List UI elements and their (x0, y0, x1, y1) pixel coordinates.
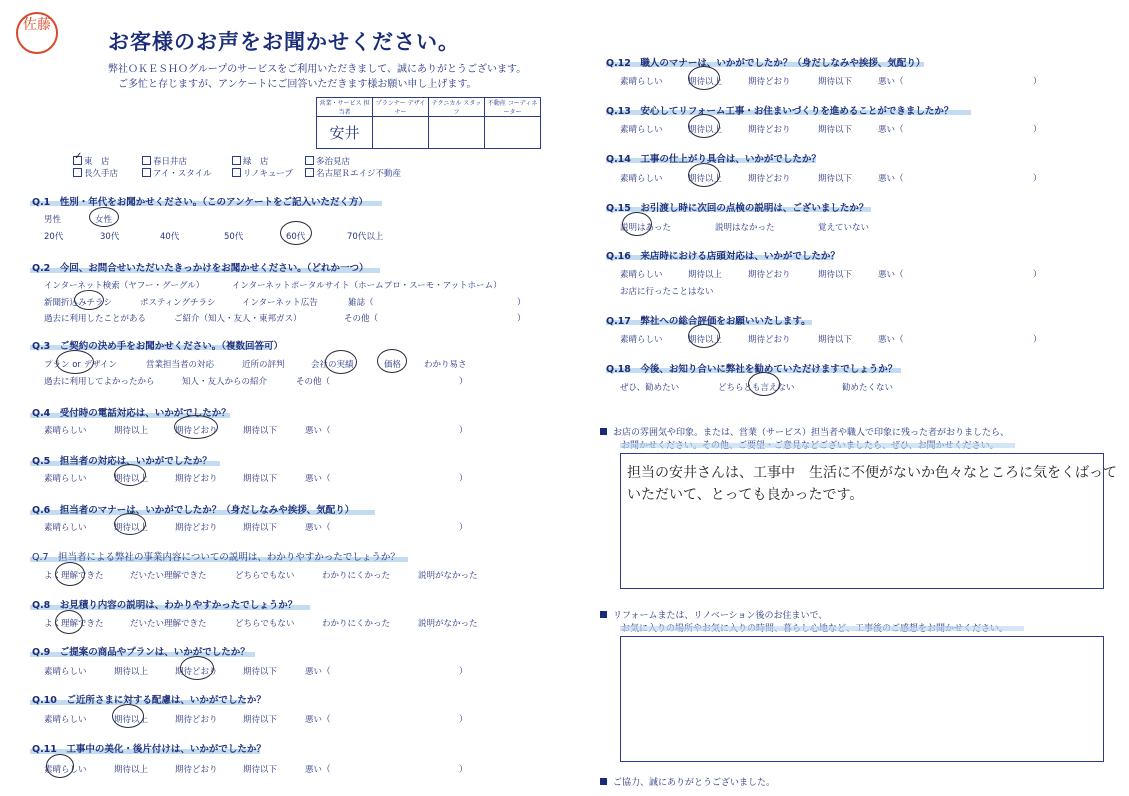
q17-title: Q.17 弊社への総合評価をお願いいたします。 (606, 316, 811, 327)
q13-title: Q.13 安心してリフォーム工事・お住まいづくりを進めることができましたか？ (606, 106, 954, 117)
q17-as-expected[interactable]: 期待どおり (748, 335, 791, 345)
staff-value-sales[interactable]: 安井 (317, 117, 373, 149)
q14-above[interactable]: 期待以上 (688, 174, 723, 184)
q1-female[interactable]: 女性 (95, 215, 113, 225)
q15-explained[interactable]: 説明はあった (620, 223, 671, 233)
q10-above[interactable]: 期待以上 (114, 715, 149, 725)
q17-above[interactable]: 期待以上 (688, 335, 723, 345)
q3-title: Q.3 ご契約の決め手をお聞かせください。（複数回答可） (32, 341, 284, 352)
q18-neutral[interactable]: どちらとも言えない (718, 383, 795, 393)
answer-circle (377, 349, 407, 373)
q5-excellent[interactable]: 素晴らしい (44, 474, 87, 484)
q2-used-before[interactable]: 過去に利用したことがある (44, 314, 147, 324)
q5-title: Q.5 担当者の対応は、いかがでしたか？ (32, 456, 212, 467)
q1-male[interactable]: 男性 (44, 215, 62, 225)
q15-dont-remember[interactable]: 覚えていない (818, 223, 870, 233)
q14-bad[interactable]: 悪い（ (878, 174, 904, 184)
comment2-label-1: リフォームまたは、リノベーション後のお住まいで、 (600, 608, 827, 621)
q10-excellent[interactable]: 素晴らしい (44, 715, 87, 725)
q11-as-expected[interactable]: 期待どおり (175, 765, 218, 775)
store-nagakute[interactable]: 長久手店 (73, 167, 118, 179)
q11-title: Q.11 工事中の美化・後片付けは、いかがでしたか？ (32, 744, 266, 755)
q7-mostly-understood[interactable]: だいたい理解できた (130, 571, 207, 581)
bullet-square-icon (600, 611, 607, 618)
q12-as-expected[interactable]: 期待どおり (748, 77, 791, 87)
comment1-line-2: いただいて、とっても良かったです。 (627, 487, 864, 503)
q9-title: Q.9 ご提案の商品やプランは、いかがでしたか？ (32, 647, 250, 658)
staff-value-planner[interactable] (373, 117, 429, 149)
q12-above[interactable]: 期待以上 (688, 77, 723, 87)
staff-header-technical: テクニカル スタッフ (429, 98, 485, 117)
q5-bad[interactable]: 悪い（ (305, 474, 331, 484)
q12-title: Q.12 職人のマナーは、いかがでしたか？（身だしなみや挨拶、気配り） (606, 58, 926, 69)
q17-below[interactable]: 期待以下 (818, 335, 853, 345)
comment2-box[interactable] (620, 636, 1104, 762)
q1-title: Q.1 性別・年代をお聞かせください。（このアンケートをご記入いただく方） (32, 197, 368, 208)
q16-title: Q.16 来店時における店頭対応は、いかがでしたか？ (606, 251, 840, 262)
comment1-label-1: お店の雰囲気や印象。または、営業（サービス）担当者や職人で印象に残った者がおりましたら、 (600, 425, 1009, 438)
q6-as-expected[interactable]: 期待どおり (175, 523, 218, 533)
q5-below[interactable]: 期待以下 (243, 474, 278, 484)
answer-circle (688, 114, 723, 138)
answer-circle (114, 464, 149, 486)
q16-above[interactable]: 期待以上 (688, 270, 723, 280)
q2-portal-site[interactable]: インターネットポータルサイト（ホームプロ・スーモ・アットホーム） (232, 281, 502, 291)
q9-bad[interactable]: 悪い（ (305, 667, 331, 677)
footer-thanks: ご協力、誠にありがとうございました。 (600, 775, 775, 788)
q2-referral[interactable]: ご紹介（知人・友人・東邦ガス） (174, 314, 302, 324)
q4-bad[interactable]: 悪い（ (305, 426, 331, 436)
q1-60s[interactable]: 60代 (286, 232, 306, 242)
store-east[interactable]: ✓ 東 店 (74, 151, 110, 167)
q18-not-recommend[interactable]: 勧めたくない (842, 383, 894, 393)
q1-50s[interactable]: 50代 (224, 232, 244, 242)
q4-above[interactable]: 期待以上 (114, 426, 149, 436)
q12-below[interactable]: 期待以下 (818, 77, 853, 87)
q18-title: Q.18 今後、お知り合いに弊社を勧めていただけますでしょうか？ (606, 364, 898, 375)
comment1-line-1: 担当の安井さんは、工事中 生活に不便がないか色々なところに気をくばって (627, 465, 1117, 481)
q16-excellent[interactable]: 素晴らしい (620, 270, 663, 280)
q13-excellent[interactable]: 素晴らしい (620, 125, 663, 135)
answer-circle (622, 212, 652, 236)
q8-hard-to-understand[interactable]: わかりにくかった (322, 619, 391, 629)
q9-as-expected[interactable]: 期待どおり (175, 667, 218, 677)
q4-as-expected[interactable]: 期待どおり (175, 426, 218, 436)
answer-circle (280, 221, 312, 245)
q2-internet-ad[interactable]: インターネット広告 (242, 298, 318, 308)
intro-line-1: 弊社ＯＫＥＳＨＯグループのサービスをご利用いただきまして、誠にありがとうございます。 (108, 64, 527, 75)
q8-no-explanation[interactable]: 説明がなかった (418, 619, 478, 629)
q11-bad[interactable]: 悪い（ (305, 765, 331, 775)
q11-above[interactable]: 期待以上 (114, 765, 149, 775)
staff-value-realestate[interactable] (485, 117, 541, 149)
q1-30s[interactable]: 30代 (100, 232, 120, 242)
q9-above[interactable]: 期待以上 (114, 667, 149, 677)
q5-as-expected[interactable]: 期待どおり (175, 474, 218, 484)
staff-value-technical[interactable] (429, 117, 485, 149)
bullet-square-icon (600, 778, 607, 785)
staff-header-sales: 営業・サービス 担当者 (317, 98, 373, 117)
answer-circle (688, 163, 723, 187)
q14-as-expected[interactable]: 期待どおり (748, 174, 791, 184)
q7-no-explanation[interactable]: 説明がなかった (418, 571, 478, 581)
q4-title: Q.4 受付時の電話対応は、いかがでしたか？ (32, 408, 231, 419)
q2-posting-flyer[interactable]: ポスティングチラシ (140, 298, 216, 308)
q14-below[interactable]: 期待以下 (818, 174, 853, 184)
q15-title: Q.15 お引渡し時に次回の点検の説明は、ございましたか？ (606, 203, 869, 214)
q2-internet-search[interactable]: インターネット検索（ヤフー・グーグル） (44, 281, 205, 291)
q8-title: Q.8 お見積り内容の説明は、わかりやすかったでしょうか？ (32, 600, 298, 611)
q13-above[interactable]: 期待以上 (688, 125, 723, 135)
q6-above[interactable]: 期待以上 (114, 523, 149, 533)
name-stamp: 佐藤 (16, 12, 58, 54)
store-kasugai[interactable]: 春日井店 (142, 155, 187, 167)
q4-below[interactable]: 期待以下 (243, 426, 278, 436)
q6-title: Q.6 担当者のマナーは、いかがでしたか？（身だしなみや挨拶、気配り） (32, 505, 355, 516)
q10-as-expected[interactable]: 期待どおり (175, 715, 218, 725)
answer-circle (688, 66, 723, 90)
answer-circle (688, 324, 723, 348)
page-title: お客様のお声をお聞かせください。 (108, 30, 460, 54)
answer-circle (114, 513, 149, 535)
answer-circle (55, 610, 83, 634)
store-midori[interactable]: 緑 店 (232, 155, 269, 167)
q2-newspaper-flyer[interactable]: 新聞折込みチラシ (44, 298, 113, 308)
q1-70s-plus[interactable]: 70代以上 (347, 232, 384, 242)
q13-bad[interactable]: 悪い（ (878, 125, 904, 135)
q13-as-expected[interactable]: 期待どおり (748, 125, 791, 135)
q7-well-understood[interactable]: よく理解できた (44, 571, 104, 581)
q2-other[interactable]: その他（ (344, 314, 379, 324)
q3-price[interactable]: 価格 (384, 360, 402, 370)
answer-circle (56, 350, 94, 374)
q6-excellent[interactable]: 素晴らしい (44, 523, 87, 533)
q11-excellent[interactable]: 素晴らしい (44, 765, 87, 775)
answer-circle (55, 562, 85, 586)
q3-reputation[interactable]: 近所の評判 (242, 360, 285, 370)
answer-circle (112, 704, 144, 728)
q16-bad[interactable]: 悪い（ (878, 270, 904, 280)
bullet-square-icon (600, 428, 607, 435)
q11-below[interactable]: 期待以下 (243, 765, 278, 775)
q16-as-expected[interactable]: 期待どおり (748, 270, 791, 280)
q1-40s[interactable]: 40代 (160, 232, 180, 242)
q7-neutral[interactable]: どちらでもない (235, 571, 295, 581)
answer-circle (46, 754, 74, 778)
answer-circle (180, 656, 214, 680)
q8-mostly-understood[interactable]: だいたい理解できた (130, 619, 207, 629)
q6-below[interactable]: 期待以下 (243, 523, 278, 533)
q12-excellent[interactable]: 素晴らしい (620, 77, 663, 87)
q14-excellent[interactable]: 素晴らしい (620, 174, 663, 184)
store-istyle[interactable]: アイ・スタイル (142, 167, 212, 179)
q4-excellent[interactable]: 素晴らしい (44, 426, 87, 436)
q12-bad[interactable]: 悪い（ (878, 77, 904, 87)
q16-never-visited[interactable]: お店に行ったことはない (620, 287, 714, 297)
q3-plan-design[interactable]: プラン or デザイン (44, 360, 118, 370)
q3-other[interactable]: その他（ (296, 377, 331, 387)
staff-header-planner: プランナー デザイナー (373, 98, 429, 117)
store-nagoya-r-age[interactable]: 名古屋Ｒエイジ不動産 (305, 167, 401, 179)
q3-clarity[interactable]: わかり易さ (424, 360, 467, 370)
q14-title: Q.14 工事の仕上がり具合は、いかがでしたか？ (606, 154, 821, 165)
q3-good-before[interactable]: 過去に利用してよかったから (44, 377, 155, 387)
check-mark: ✓ (74, 151, 83, 162)
staff-table (316, 97, 541, 149)
q18-recommend[interactable]: ぜひ、勧めたい (620, 383, 680, 393)
q2-title: Q.2 今回、お問合せいただいたきっかけをお聞かせください。（どれか一つ） (32, 263, 369, 274)
q8-well-understood[interactable]: よく理解できた (44, 619, 104, 629)
q13-below[interactable]: 期待以下 (818, 125, 853, 135)
comment1-box[interactable] (620, 453, 1117, 589)
answer-circle (74, 290, 104, 310)
q3-company-record[interactable]: 会社の実績 (311, 360, 354, 370)
q3-friend-referral[interactable]: 知人・友人からの紹介 (182, 377, 268, 387)
q10-bad[interactable]: 悪い（ (305, 715, 331, 725)
store-tajimi[interactable]: 多治見店 (305, 155, 350, 167)
q10-title: Q.10 ご近所さまに対する配慮は、いかがでしたか？ (32, 695, 266, 706)
q15-not-explained[interactable]: 説明はなかった (715, 223, 775, 233)
q17-excellent[interactable]: 素晴らしい (620, 335, 663, 345)
q1-20s[interactable]: 20代 (44, 232, 64, 242)
answer-circle (748, 372, 780, 396)
q7-title: Q.7 担当者による弊社の事業内容についての説明は、わかりやすかったでしょうか？ (32, 552, 400, 563)
q7-hard-to-understand[interactable]: わかりにくかった (322, 571, 391, 581)
q8-neutral[interactable]: どちらでもない (235, 619, 295, 629)
intro-line-2: ご多忙と存じますが、アンケートにご回答いただきます様お願い申し上げます。 (118, 79, 477, 90)
staff-header-realestate: 不動産 コーディネーター (485, 98, 541, 117)
q2-magazine[interactable]: 雑誌（ (348, 298, 374, 308)
q9-below[interactable]: 期待以下 (243, 667, 278, 677)
answer-circle (325, 350, 357, 374)
q6-bad[interactable]: 悪い（ (305, 523, 331, 533)
q17-bad[interactable]: 悪い（ (878, 335, 904, 345)
q3-sales-response[interactable]: 営業担当者の対応 (146, 360, 215, 370)
q5-above[interactable]: 期待以上 (114, 474, 149, 484)
q9-excellent[interactable]: 素晴らしい (44, 667, 87, 677)
store-renocube[interactable]: リノキューブ (232, 167, 293, 179)
q16-below[interactable]: 期待以下 (818, 270, 853, 280)
answer-circle (89, 207, 119, 227)
answer-circle (174, 415, 218, 439)
q10-below[interactable]: 期待以下 (243, 715, 278, 725)
